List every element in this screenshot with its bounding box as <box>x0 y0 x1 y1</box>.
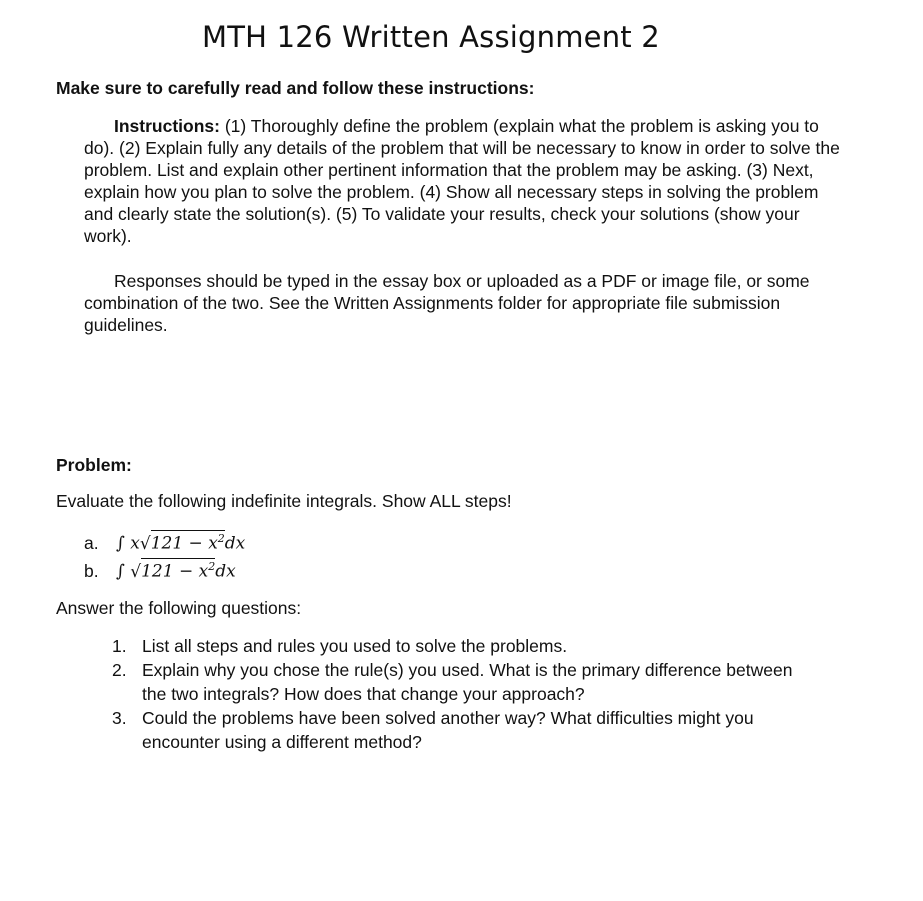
instructions-heading: Make sure to carefully read and follow these instructions: <box>56 78 535 98</box>
question-text: Could the problems have been solved another way? What difficulties might you encounter using a different method? <box>142 708 754 752</box>
square-root <box>140 530 225 554</box>
radicand <box>141 558 215 582</box>
integral-expression <box>116 530 245 554</box>
integral-list <box>84 530 245 586</box>
radicand <box>151 530 225 554</box>
integral-expression <box>116 558 236 582</box>
radicand-text: 121 − x <box>150 533 218 554</box>
integral-sign: ∫ <box>116 561 125 582</box>
instructions-text: (1) Thoroughly define the problem (explain what the problem is asking you to do). (2) Explain fully any details of the problem that will be necessary to know in order to solve the problem. List and explain other pertinent information that the problem may be asking. (3) Next, explain how you plan to solve the problem. (4) Show all necessary steps in solving the problem and clearly state the solution(s). (5) To validate your results, check your solutions (show your work). <box>84 116 840 246</box>
list-item <box>112 634 812 658</box>
problem-intro: Evaluate the following indefinite integrals. Show ALL steps! <box>56 491 512 511</box>
exponent: 2 <box>217 532 225 545</box>
question-number: 3. <box>112 708 127 728</box>
integral-item-a <box>84 530 245 558</box>
page-title: MTH 126 Written Assignment 2 <box>202 20 660 54</box>
instructions-label: Instructions: <box>114 116 220 136</box>
square-root <box>130 558 215 582</box>
integral-label: a. <box>84 532 99 553</box>
questions-list <box>112 634 812 754</box>
question-number: 2. <box>112 660 127 680</box>
differential: dx <box>215 561 236 582</box>
integral-item-b <box>84 558 245 586</box>
exponent: 2 <box>208 560 216 573</box>
integrand-prefix: x <box>130 533 140 554</box>
questions-intro: Answer the following questions: <box>56 598 302 618</box>
sqrt-sign: √ <box>130 561 142 582</box>
question-number: 1. <box>112 636 127 656</box>
instructions-paragraph <box>84 115 844 247</box>
integral-sign: ∫ <box>116 533 125 554</box>
question-text: List all steps and rules you used to solve the problems. <box>142 636 568 656</box>
list-item <box>112 706 812 754</box>
integral-label: b. <box>84 560 99 581</box>
problem-heading: Problem: <box>56 455 132 475</box>
differential: dx <box>224 533 246 554</box>
radicand-text: 121 − x <box>141 561 209 582</box>
question-text: Explain why you chose the rule(s) you used. What is the primary difference between the two integrals? How does that change your approach? <box>142 660 793 704</box>
responses-paragraph: Responses should be typed in the essay box or uploaded as a PDF or image file, or some combination of the two. See the Written Assignments folder for appropriate file submission guidelines. <box>84 271 810 335</box>
list-item <box>112 658 812 706</box>
sqrt-sign: √ <box>139 533 151 554</box>
